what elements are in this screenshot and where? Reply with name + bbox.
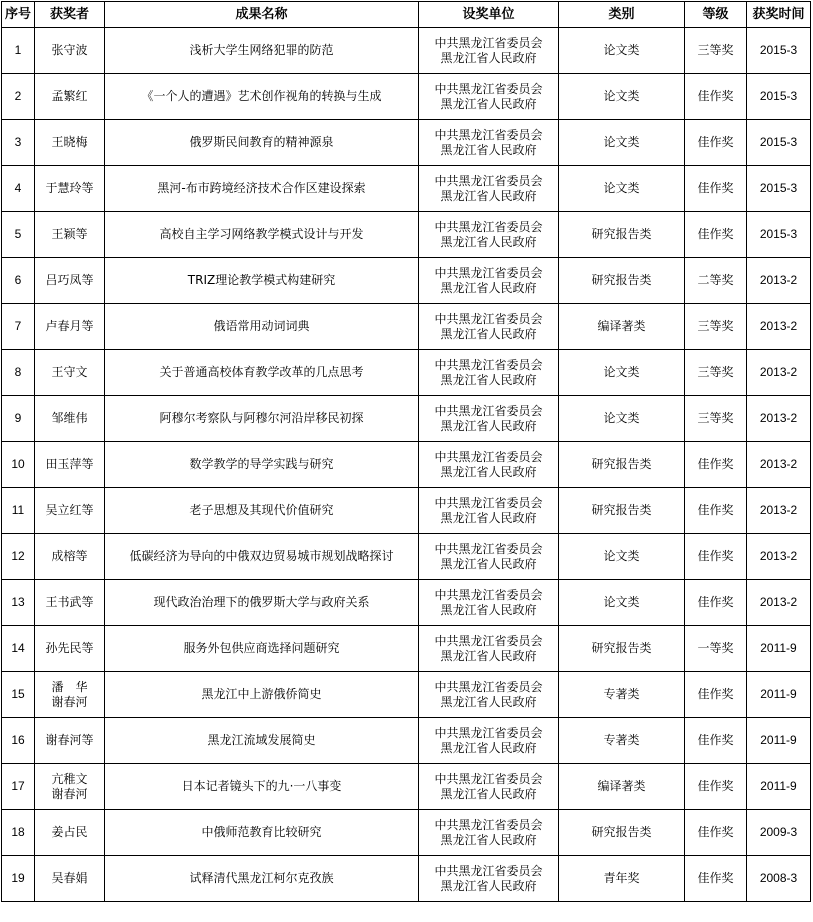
winner-name: 潘 华 (51, 679, 88, 694)
award-level: 佳作奖 (685, 120, 747, 166)
achievement-title: 数学教学的导学实践与研究 (105, 442, 419, 488)
award-category: 论文类 (559, 120, 685, 166)
award-unit (419, 856, 559, 902)
award-unit-line: 中共黑龙江省委员会 (434, 357, 543, 372)
award-unit (419, 764, 559, 810)
award-level: 三等奖 (685, 28, 747, 74)
award-category: 研究报告类 (559, 626, 685, 672)
award-category: 论文类 (559, 166, 685, 212)
winner-name: 成榕等 (51, 549, 88, 563)
winner-cell (35, 28, 105, 74)
winner-name: 孟繁红 (51, 89, 88, 103)
award-unit-line: 黑龙江省人民政府 (440, 556, 537, 571)
award-unit-line: 中共黑龙江省委员会 (434, 127, 543, 142)
winner-cell (35, 350, 105, 396)
winner-cell (35, 626, 105, 672)
winner-name: 邹维伟 (51, 411, 88, 425)
winner-cell (35, 534, 105, 580)
award-level: 佳作奖 (685, 856, 747, 902)
achievement-title: 中俄师范教育比较研究 (105, 810, 419, 856)
award-category: 论文类 (559, 534, 685, 580)
achievement-title: 阿穆尔考察队与阿穆尔河沿岸移民初探 (105, 396, 419, 442)
table-row (2, 166, 811, 212)
award-level: 佳作奖 (685, 442, 747, 488)
award-level: 二等奖 (685, 258, 747, 304)
award-unit-line: 黑龙江省人民政府 (440, 96, 537, 111)
award-date: 2013-2 (747, 396, 811, 442)
row-number: 14 (2, 626, 35, 672)
award-unit-line: 黑龙江省人民政府 (440, 786, 537, 801)
row-number: 18 (2, 810, 35, 856)
award-unit-line: 中共黑龙江省委员会 (434, 633, 543, 648)
award-category: 编译著类 (559, 764, 685, 810)
award-category: 论文类 (559, 396, 685, 442)
header-unit: 设奖单位 (419, 2, 559, 28)
winner-name: 王颖等 (51, 227, 88, 241)
award-date: 2013-2 (747, 258, 811, 304)
row-number: 15 (2, 672, 35, 718)
achievement-title: 《一个人的遭遇》艺术创作视角的转换与生成 (105, 74, 419, 120)
achievement-title: 低碳经济为导向的中俄双边贸易城市规划战略探讨 (105, 534, 419, 580)
row-number: 12 (2, 534, 35, 580)
award-unit (419, 74, 559, 120)
winner-cell (35, 166, 105, 212)
award-unit-line: 中共黑龙江省委员会 (434, 403, 543, 418)
award-date: 2015-3 (747, 212, 811, 258)
award-unit-line: 中共黑龙江省委员会 (434, 725, 543, 740)
achievement-title: 黑河-布市跨境经济技术合作区建设探索 (105, 166, 419, 212)
award-date: 2008-3 (747, 856, 811, 902)
award-category: 研究报告类 (559, 258, 685, 304)
award-date: 2015-3 (747, 74, 811, 120)
winner-name: 于慧玲等 (45, 181, 94, 195)
winner-name: 田玉萍等 (45, 457, 94, 471)
row-number: 3 (2, 120, 35, 166)
award-unit-line: 黑龙江省人民政府 (440, 878, 537, 893)
header-row (2, 2, 811, 28)
award-category: 研究报告类 (559, 442, 685, 488)
winner-name: 谢春河 (51, 694, 88, 709)
award-level: 佳作奖 (685, 212, 747, 258)
award-unit (419, 120, 559, 166)
award-unit-line: 黑龙江省人民政府 (440, 740, 537, 755)
award-category: 研究报告类 (559, 488, 685, 534)
winner-cell (35, 120, 105, 166)
award-date: 2013-2 (747, 488, 811, 534)
table-row (2, 534, 811, 580)
award-level: 佳作奖 (685, 488, 747, 534)
winner-name: 孙先民等 (45, 641, 94, 655)
award-date: 2009-3 (747, 810, 811, 856)
award-unit-line: 黑龙江省人民政府 (440, 694, 537, 709)
table-row (2, 442, 811, 488)
award-unit-line: 中共黑龙江省委员会 (434, 35, 543, 50)
table-row (2, 718, 811, 764)
award-date: 2015-3 (747, 28, 811, 74)
award-date: 2013-2 (747, 442, 811, 488)
award-unit-line: 中共黑龙江省委员会 (434, 495, 543, 510)
table-row (2, 810, 811, 856)
winner-name: 吕巧凤等 (45, 273, 94, 287)
award-unit-line: 黑龙江省人民政府 (440, 510, 537, 525)
award-category: 论文类 (559, 350, 685, 396)
award-category: 论文类 (559, 580, 685, 626)
winner-name: 吴立红等 (45, 503, 94, 517)
award-unit (419, 350, 559, 396)
award-unit (419, 442, 559, 488)
achievement-title: 黑龙江中上游俄侨简史 (105, 672, 419, 718)
award-unit (419, 304, 559, 350)
header-level: 等级 (685, 2, 747, 28)
award-category: 论文类 (559, 28, 685, 74)
row-number: 7 (2, 304, 35, 350)
achievement-title: TRIZ理论教学模式构建研究 (105, 258, 419, 304)
award-category: 研究报告类 (559, 212, 685, 258)
header-winner: 获奖者 (35, 2, 105, 28)
award-unit-line: 中共黑龙江省委员会 (434, 265, 543, 280)
award-unit-line: 中共黑龙江省委员会 (434, 863, 543, 878)
award-category: 青年奖 (559, 856, 685, 902)
achievement-title: 关于普通高校体育教学改革的几点思考 (105, 350, 419, 396)
award-unit (419, 166, 559, 212)
achievement-title: 俄罗斯民间教育的精神源泉 (105, 120, 419, 166)
winner-cell (35, 74, 105, 120)
award-date: 2011-9 (747, 626, 811, 672)
winner-cell (35, 258, 105, 304)
award-level: 佳作奖 (685, 166, 747, 212)
award-date: 2013-2 (747, 350, 811, 396)
winner-cell (35, 580, 105, 626)
award-unit-line: 中共黑龙江省委员会 (434, 173, 543, 188)
award-unit-line: 中共黑龙江省委员会 (434, 817, 543, 832)
winner-cell (35, 442, 105, 488)
award-level: 佳作奖 (685, 534, 747, 580)
winner-name: 王守文 (51, 365, 88, 379)
award-level: 佳作奖 (685, 672, 747, 718)
award-unit (419, 810, 559, 856)
winner-cell (35, 488, 105, 534)
achievement-title: 高校自主学习网络教学模式设计与开发 (105, 212, 419, 258)
award-unit-line: 中共黑龙江省委员会 (434, 587, 543, 602)
award-unit (419, 396, 559, 442)
table-row (2, 212, 811, 258)
winner-cell (35, 396, 105, 442)
award-level: 一等奖 (685, 626, 747, 672)
winner-name: 王晓梅 (51, 135, 88, 149)
table-row (2, 304, 811, 350)
row-number: 9 (2, 396, 35, 442)
header-date: 获奖时间 (747, 2, 811, 28)
award-level: 三等奖 (685, 396, 747, 442)
award-level: 三等奖 (685, 350, 747, 396)
winner-cell (35, 718, 105, 764)
row-number: 13 (2, 580, 35, 626)
award-unit-line: 黑龙江省人民政府 (440, 142, 537, 157)
award-unit-line: 黑龙江省人民政府 (440, 648, 537, 663)
award-category: 论文类 (559, 74, 685, 120)
achievement-title: 服务外包供应商选择问题研究 (105, 626, 419, 672)
awards-table (1, 1, 811, 902)
table-row (2, 258, 811, 304)
winner-cell (35, 856, 105, 902)
award-level: 佳作奖 (685, 718, 747, 764)
winner-name: 姜占民 (51, 825, 88, 839)
row-number: 1 (2, 28, 35, 74)
table-row (2, 764, 811, 810)
award-unit-line: 黑龙江省人民政府 (440, 832, 537, 847)
award-unit (419, 258, 559, 304)
achievement-title: 老子思想及其现代价值研究 (105, 488, 419, 534)
row-number: 10 (2, 442, 35, 488)
header-title: 成果名称 (105, 2, 419, 28)
award-unit (419, 672, 559, 718)
winner-name: 卢春月等 (45, 319, 94, 333)
award-date: 2013-2 (747, 580, 811, 626)
award-unit-line: 中共黑龙江省委员会 (434, 449, 543, 464)
table-row (2, 488, 811, 534)
award-category: 专著类 (559, 672, 685, 718)
award-level: 佳作奖 (685, 74, 747, 120)
award-date: 2015-3 (747, 120, 811, 166)
award-unit (419, 626, 559, 672)
winner-cell (35, 304, 105, 350)
award-unit-line: 黑龙江省人民政府 (440, 188, 537, 203)
award-unit-line: 黑龙江省人民政府 (440, 602, 537, 617)
table-row (2, 350, 811, 396)
row-number: 8 (2, 350, 35, 396)
winner-cell (35, 672, 105, 718)
award-unit-line: 黑龙江省人民政府 (440, 50, 537, 65)
table-row (2, 672, 811, 718)
table-row (2, 396, 811, 442)
award-unit-line: 黑龙江省人民政府 (440, 326, 537, 341)
achievement-title: 日本记者镜头下的九·一八事变 (105, 764, 419, 810)
award-level: 佳作奖 (685, 580, 747, 626)
table-row (2, 28, 811, 74)
row-number: 17 (2, 764, 35, 810)
winner-name: 亢稚文 (51, 771, 88, 786)
award-unit-line: 中共黑龙江省委员会 (434, 771, 543, 786)
winner-name: 张守波 (51, 43, 88, 57)
award-unit-line: 中共黑龙江省委员会 (434, 81, 543, 96)
row-number: 2 (2, 74, 35, 120)
award-unit-line: 黑龙江省人民政府 (440, 464, 537, 479)
award-unit-line: 中共黑龙江省委员会 (434, 679, 543, 694)
winner-name: 谢春河 (51, 786, 88, 801)
winner-name: 王书武等 (45, 595, 94, 609)
award-unit-line: 黑龙江省人民政府 (440, 418, 537, 433)
row-number: 6 (2, 258, 35, 304)
row-number: 5 (2, 212, 35, 258)
table-row (2, 120, 811, 166)
header-category: 类别 (559, 2, 685, 28)
header-no: 序号 (2, 2, 35, 28)
award-date: 2011-9 (747, 718, 811, 764)
award-category: 研究报告类 (559, 810, 685, 856)
award-category: 编译著类 (559, 304, 685, 350)
achievement-title: 现代政治治理下的俄罗斯大学与政府关系 (105, 580, 419, 626)
achievement-title: 试释清代黑龙江柯尔克孜族 (105, 856, 419, 902)
table-row (2, 74, 811, 120)
award-category: 专著类 (559, 718, 685, 764)
table-row (2, 580, 811, 626)
achievement-title: 黑龙江流域发展简史 (105, 718, 419, 764)
row-number: 19 (2, 856, 35, 902)
award-unit (419, 212, 559, 258)
table-row (2, 856, 811, 902)
award-unit (419, 488, 559, 534)
winner-name: 谢春河等 (45, 733, 94, 747)
achievement-title: 俄语常用动词词典 (105, 304, 419, 350)
award-date: 2011-9 (747, 672, 811, 718)
award-unit (419, 580, 559, 626)
award-date: 2011-9 (747, 764, 811, 810)
award-unit-line: 中共黑龙江省委员会 (434, 541, 543, 556)
winner-cell (35, 810, 105, 856)
winner-cell (35, 764, 105, 810)
award-level: 佳作奖 (685, 764, 747, 810)
table-row (2, 626, 811, 672)
award-unit-line: 中共黑龙江省委员会 (434, 311, 543, 326)
award-level: 三等奖 (685, 304, 747, 350)
award-date: 2013-2 (747, 534, 811, 580)
award-unit (419, 534, 559, 580)
award-date: 2015-3 (747, 166, 811, 212)
award-unit (419, 28, 559, 74)
winner-name: 吴春娟 (51, 871, 88, 885)
award-unit (419, 718, 559, 764)
award-unit-line: 黑龙江省人民政府 (440, 234, 537, 249)
award-unit-line: 中共黑龙江省委员会 (434, 219, 543, 234)
award-date: 2013-2 (747, 304, 811, 350)
row-number: 4 (2, 166, 35, 212)
row-number: 16 (2, 718, 35, 764)
award-level: 佳作奖 (685, 810, 747, 856)
winner-cell (35, 212, 105, 258)
row-number: 11 (2, 488, 35, 534)
achievement-title: 浅析大学生网络犯罪的防范 (105, 28, 419, 74)
award-unit-line: 黑龙江省人民政府 (440, 372, 537, 387)
award-unit-line: 黑龙江省人民政府 (440, 280, 537, 295)
